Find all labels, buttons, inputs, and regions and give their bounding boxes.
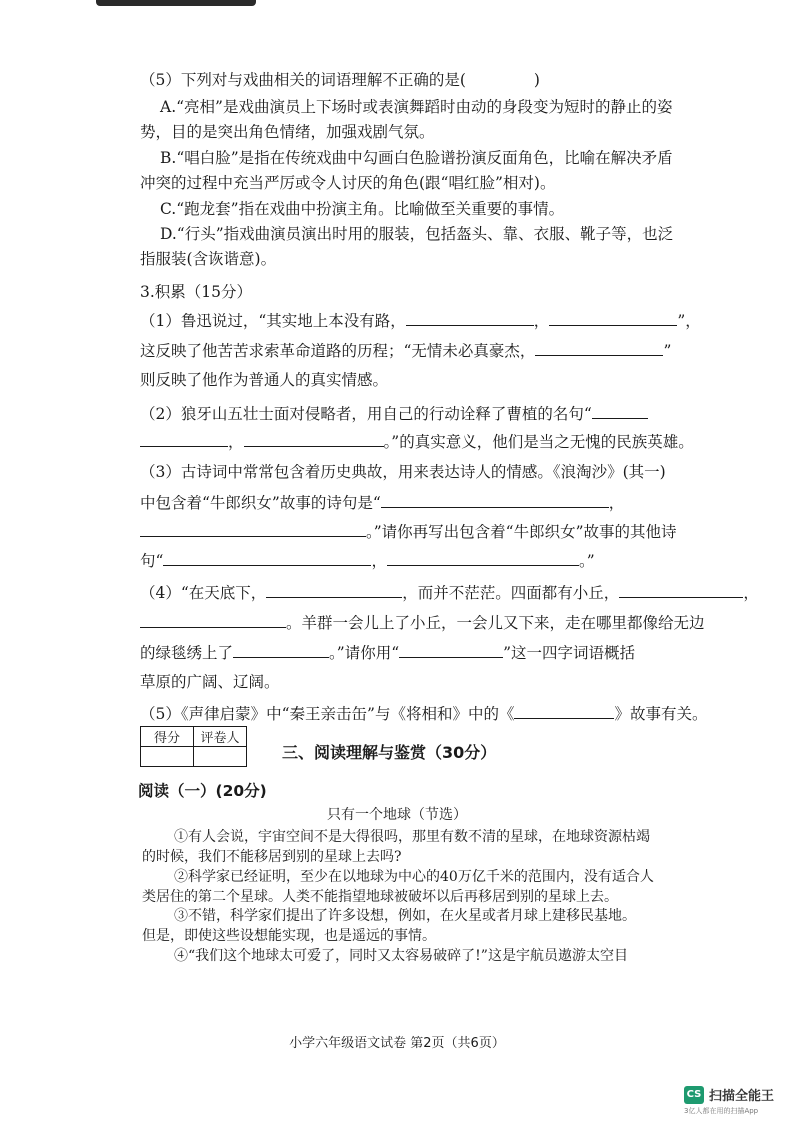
reading-para-4: ④“我们这个地球太可爱了，同时又太容易破碎了!”这是宇航员遨游太空目	[174, 948, 628, 964]
q5-option-d-cont: 指服装(含诙谐意)。	[140, 250, 277, 268]
reading-para-2-cont: 类居住的第二个星球。人类不能指望地球被破坏以后再移居到别的星球上去。	[142, 889, 618, 905]
q5-option-b: B.“唱白脸”是指在传统戏曲中勾画白色脸谱扮演反面角色，比喻在解决矛盾	[160, 149, 673, 167]
grader-cell[interactable]	[194, 747, 247, 767]
s3-q1-line1: （1）鲁迅说过，“其实地上本没有路， ， ”，	[140, 312, 701, 330]
s3-q3-line4: 句“ ， 。”	[140, 552, 595, 570]
answer-blank[interactable]	[244, 431, 384, 447]
reading-para-3-cont: 但是，即使这些设想能实现，也是遥远的事情。	[142, 928, 436, 944]
reading-title: 只有一个地球（节选）	[327, 807, 467, 823]
answer-blank[interactable]	[399, 642, 503, 658]
score-header: 得分	[141, 727, 194, 747]
s3-q1-line2: 这反映了他苦苦求索革命道路的历程；“无情未必真豪杰， ”	[140, 342, 672, 360]
watermark-subtitle: 3亿人都在用的扫描App	[684, 1107, 759, 1115]
score-table	[140, 726, 247, 767]
score-cell[interactable]	[141, 747, 194, 767]
answer-blank[interactable]	[140, 521, 366, 537]
camscanner-logo-icon: CS	[684, 1086, 704, 1104]
reading-para-2: ②科学家已经证明，至少在以地球为中心的40万亿千米的范围内，没有适合人	[174, 869, 654, 885]
s3-q2-line2: ， 。”的真实意义，他们是当之无愧的民族英雄。	[140, 431, 694, 452]
scan-edge-mark	[96, 0, 256, 6]
answer-blank[interactable]	[233, 642, 329, 658]
answer-blank[interactable]	[140, 431, 228, 447]
watermark-name: 扫描全能王	[709, 1089, 775, 1104]
page-footer: 小学六年级语文试卷 第2页（共6页）	[289, 1036, 505, 1051]
s3-q2-line1: （2）狼牙山五壮士面对侵略者，用自己的行动诠释了曹植的名句“	[140, 403, 648, 424]
answer-blank[interactable]	[549, 310, 677, 326]
s3-q4-line4: 草原的广阔、辽阔。	[140, 673, 280, 691]
q5-stem: （5）下列对与戏曲相关的词语理解不正确的是( )	[140, 71, 540, 89]
q5-option-a: A.“亮相”是戏曲演员上下场时或表演舞蹈时由动的身段变为短时的静止的姿	[160, 98, 673, 116]
answer-blank[interactable]	[406, 310, 534, 326]
reading-para-3: ③不错，科学家们提出了许多设想，例如，在火星或者月球上建移民基地。	[174, 908, 636, 924]
section-three-title: 三、阅读理解与鉴赏（30分）	[282, 743, 497, 762]
q5-option-b-cont: 冲突的过程中充当严厉或令人讨厌的角色(跟“唱红脸”相对)。	[140, 174, 556, 192]
s3-q5-line1: （5）《声律启蒙》中“秦王亲击缶”与《将相和》中的《 》故事有关。	[140, 705, 708, 723]
answer-blank[interactable]	[387, 550, 579, 566]
answer-blank[interactable]	[514, 703, 614, 719]
s3-q3-line1: （3）古诗词中常常包含着历史典故，用来表达诗人的情感。《浪淘沙》(其一)	[140, 463, 666, 481]
answer-blank[interactable]	[535, 340, 663, 356]
q5-option-a-cont: 势，目的是突出角色情绪，加强戏剧气氛。	[140, 123, 435, 141]
s3-q4-line1: （4）“在天底下， ，而并不茫茫。四面都有小丘， ，	[140, 584, 759, 602]
s3-q3-line2: 中包含着“牛郎织女”故事的诗句是“ ，	[140, 494, 625, 512]
q5-option-c: C.“跑龙套”指在戏曲中扮演主角。比喻做至关重要的事情。	[160, 200, 565, 218]
answer-blank[interactable]	[592, 403, 648, 419]
s3-q3-line3: 。”请你再写出包含着“牛郎织女”故事的其他诗	[140, 521, 677, 542]
reading-label: 阅读（一）(20分)	[138, 782, 267, 800]
answer-blank[interactable]	[266, 582, 402, 598]
answer-blank[interactable]	[163, 550, 371, 566]
answer-blank[interactable]	[381, 492, 609, 508]
section-3-title: 3.积累（15分）	[140, 283, 253, 301]
s3-q1-line3: 则反映了他作为普通人的真实情感。	[140, 371, 389, 389]
reading-para-1-cont: 的时候，我们不能移居到别的星球上去吗?	[142, 849, 402, 865]
scanner-watermark	[684, 1085, 774, 1104]
grader-header: 评卷人	[194, 727, 247, 747]
s3-q4-line2: 。羊群一会儿上了小丘，一会儿又下来，走在哪里都像给无边	[140, 612, 705, 633]
answer-blank[interactable]	[140, 612, 286, 628]
q5-option-d: D.“行头”指戏曲演员演出时用的服装，包括盔头、靠、衣服、靴子等，也泛	[160, 225, 674, 243]
reading-para-1: ①有人会说，宇宙空间不是大得很吗，那里有数不清的星球，在地球资源枯竭	[174, 829, 650, 845]
answer-blank[interactable]	[619, 582, 743, 598]
s3-q4-line3: 的绿毯绣上了 。”请你用“ ”这一四字词语概括	[140, 644, 636, 662]
